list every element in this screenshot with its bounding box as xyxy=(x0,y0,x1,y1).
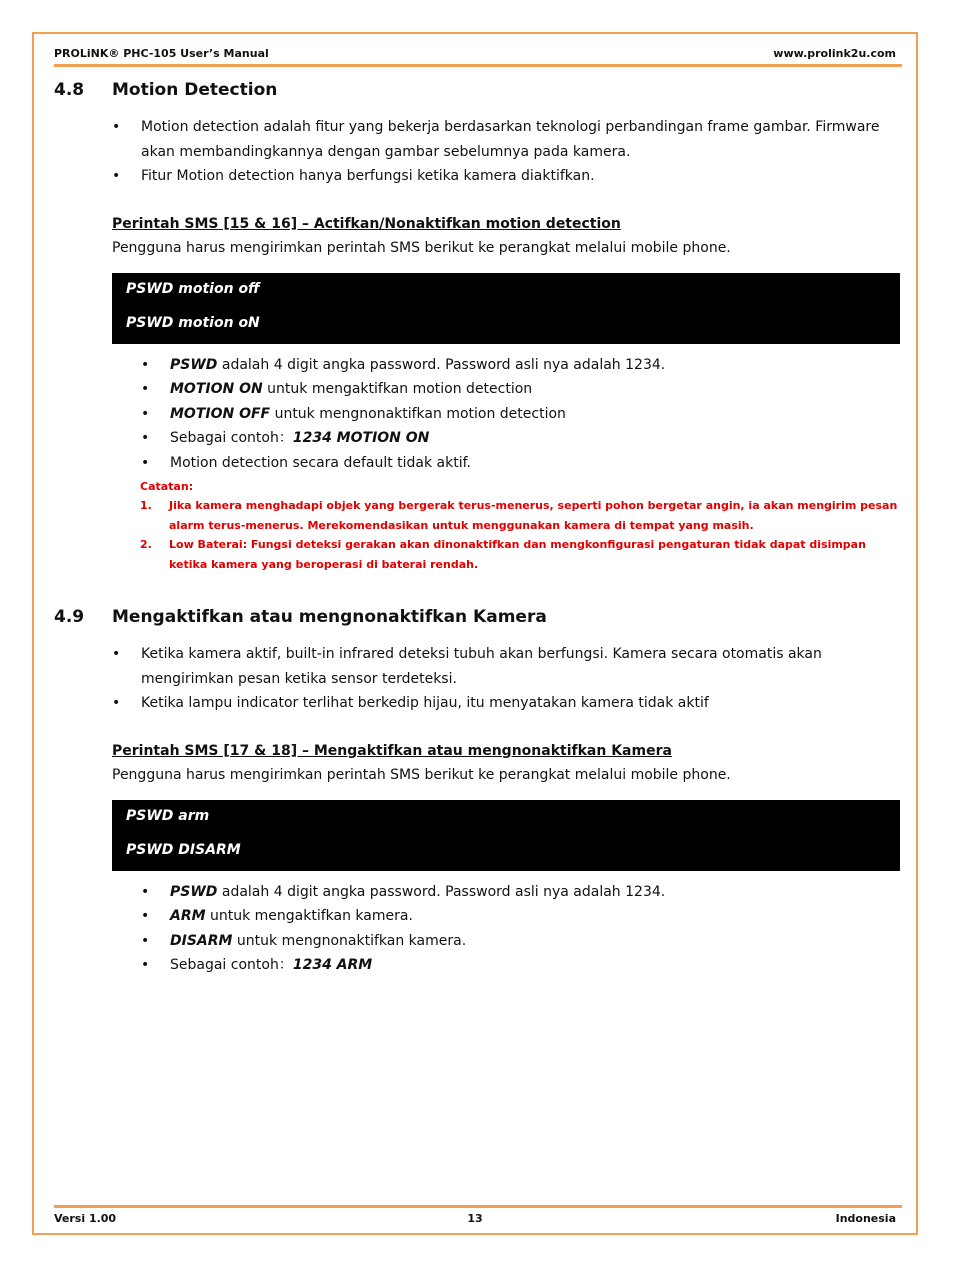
command-line: PSWD DISARM xyxy=(126,842,241,858)
list-item: • MOTION OFF untuk mengnonaktifkan motion detection xyxy=(141,406,566,422)
sms-command-box xyxy=(112,800,900,871)
command-line: PSWD motion oN xyxy=(126,315,260,331)
language-label: Indonesia xyxy=(835,1212,896,1225)
list-item: • Sebagai contoh：1234 ARM xyxy=(141,957,373,973)
list-item: • Ketika kamera aktif, built-in infrared deteksi tubuh akan berfungsi. Kamera secara otomatis akan mengirimkan pesan ketika sensor terdeteksi. xyxy=(112,646,822,687)
note-item: 1. Jika kamera menghadapi objek yang bergerak terus-menerus, seperti pohon bergetar angin, ia akan mengirim pesan alarm terus-menerus. Merekomendasikan untuk menggunakan kamera di tempat yang masih. xyxy=(140,499,898,532)
page-footer xyxy=(54,1212,896,1225)
list-item: • Sebagai contoh：1234 MOTION ON xyxy=(141,430,430,446)
website-link[interactable]: www.prolink2u.com xyxy=(773,47,896,60)
list-item: • MOTION ON untuk mengaktifkan motion detection xyxy=(141,381,533,397)
instruction-text: Pengguna harus mengirimkan perintah SMS berikut ke perangkat melalui mobile phone. xyxy=(112,767,731,783)
page-header xyxy=(54,47,896,60)
section-heading-4-8: 4.8 Motion Detection xyxy=(54,80,278,100)
sms-command-box xyxy=(112,273,900,344)
list-item: • Ketika lampu indicator terlihat berkedip hijau, itu menyatakan kamera tidak aktif xyxy=(112,695,709,711)
header-rule xyxy=(54,64,902,67)
list-item: • PSWD adalah 4 digit angka password. Password asli nya adalah 1234. xyxy=(141,884,666,900)
command-line: PSWD motion off xyxy=(126,281,260,297)
sms-command-heading: Perintah SMS [17 & 18] – Mengaktifkan atau mengnonaktifkan Kamera xyxy=(112,743,672,759)
version-label: Versi 1.00 xyxy=(54,1212,117,1225)
command-line: PSWD arm xyxy=(126,808,210,824)
sms-command-heading: Perintah SMS [15 & 16] – Actifkan/Nonaktifkan motion detection xyxy=(112,216,621,232)
list-item: • Fitur Motion detection hanya berfungsi ketika kamera diaktifkan. xyxy=(112,168,595,184)
page-frame xyxy=(32,32,918,1235)
list-item: • ARM untuk mengaktifkan kamera. xyxy=(141,908,413,924)
footer-rule xyxy=(54,1205,902,1208)
list-item: • PSWD adalah 4 digit angka password. Password asli nya adalah 1234. xyxy=(141,357,666,373)
section-heading-4-9: 4.9 Mengaktifkan atau mengnonaktifkan Kamera xyxy=(54,607,547,627)
instruction-text: Pengguna harus mengirimkan perintah SMS berikut ke perangkat melalui mobile phone. xyxy=(112,240,731,256)
list-item: • Motion detection secara default tidak aktif. xyxy=(141,455,471,471)
note-title: Catatan: xyxy=(140,480,194,493)
list-item: • Motion detection adalah fitur yang bekerja berdasarkan teknologi perbandingan frame gambar. Firmware akan membandingkannya dengan gambar sebelumnya pada kamera. xyxy=(112,119,880,160)
note-item: 2. Low Baterai: Fungsi deteksi gerakan akan dinonaktifkan dan mengkonfigurasi pengaturan tidak dapat disimpan ketika kamera yang beroperasi di baterai rendah. xyxy=(140,538,866,571)
page-number: 13 xyxy=(467,1212,483,1225)
manual-title: PROLiNK® PHC-105 User’s Manual xyxy=(54,47,269,60)
list-item: • DISARM untuk mengnonaktifkan kamera. xyxy=(141,933,467,949)
